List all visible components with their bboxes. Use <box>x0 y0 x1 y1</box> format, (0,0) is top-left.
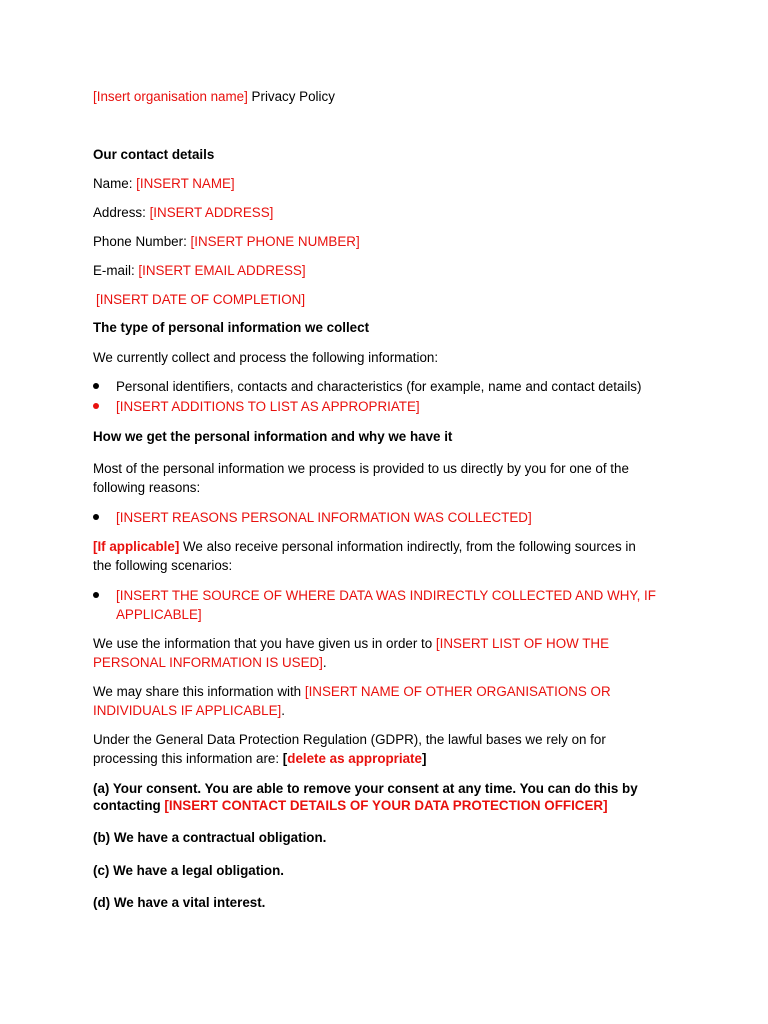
list-item-text: [INSERT ADDITIONS TO LIST AS APPROPRIATE] <box>116 399 420 414</box>
how-para-line1: Most of the personal information we process is provided to us directly by you for one of the <box>93 461 629 476</box>
date-of-completion: [INSERT DATE OF COMPLETION] <box>96 292 306 307</box>
indirect-text: We also receive personal information indirectly, from the following sources in <box>179 539 636 554</box>
collect-intro: We currently collect and process the following information: <box>93 350 439 365</box>
basis-c: (c) We have a legal obligation. <box>93 863 284 878</box>
gdpr-line1: Under the General Data Protection Regulation (GDPR), the lawful bases we rely on for <box>93 732 606 747</box>
delete-as-appropriate: delete as appropriate <box>287 751 422 766</box>
contacting-text: contacting <box>93 798 165 813</box>
share-end: . <box>281 703 286 718</box>
org-name-placeholder: [Insert organisation name] <box>93 89 248 104</box>
contact-heading: Our contact details <box>93 147 215 162</box>
phone-value: [INSERT PHONE NUMBER] <box>190 234 360 249</box>
share-text: We may share this information with <box>93 684 305 699</box>
bullet-icon <box>93 514 99 520</box>
share-line1 <box>93 682 611 701</box>
document-title <box>93 87 335 106</box>
use-value-line1: [INSERT LIST OF HOW THE <box>435 636 610 651</box>
name-label: Name: <box>93 176 137 191</box>
bullet-icon <box>93 403 99 409</box>
share-line2 <box>93 701 285 720</box>
use-line1 <box>93 634 609 653</box>
use-line2 <box>93 653 327 672</box>
title-text: Privacy Policy <box>247 89 335 104</box>
phone-label: Phone Number: <box>93 234 191 249</box>
bullet-icon <box>93 592 99 598</box>
address-value: [INSERT ADDRESS] <box>149 205 274 220</box>
contact-phone <box>93 232 360 251</box>
gdpr-bracket-open: [ <box>282 751 288 766</box>
name-value: [INSERT NAME] <box>136 176 235 191</box>
list-item-text: [INSERT REASONS PERSONAL INFORMATION WAS COLLECTED] <box>116 510 532 525</box>
if-applicable-tag: [If applicable] <box>93 539 180 554</box>
email-label: E-mail: <box>93 263 139 278</box>
indirect-line2: the following scenarios: <box>93 558 233 573</box>
contact-name <box>93 174 235 193</box>
use-end: . <box>322 655 327 670</box>
contact-address <box>93 203 273 222</box>
basis-a-line1: (a) Your consent. You are able to remove your consent at any time. You can do this by <box>93 781 638 796</box>
basis-a-line2 <box>93 796 608 815</box>
dpo-contact-placeholder: [INSERT CONTACT DETAILS OF YOUR DATA PROTECTION OFFICER] <box>164 798 608 813</box>
share-value-line2: INDIVIDUALS IF APPLICABLE] <box>93 703 282 718</box>
list-item-text-line2: APPLICABLE] <box>116 607 202 622</box>
use-value-line2: PERSONAL INFORMATION IS USED] <box>93 655 323 670</box>
indirect-line1 <box>93 537 636 556</box>
use-text: We use the information that you have given us in order to <box>93 636 436 651</box>
contact-email <box>93 261 306 280</box>
gdpr-line2 <box>93 749 426 768</box>
list-item-text-line1: [INSERT THE SOURCE OF WHERE DATA WAS INDIRECTLY COLLECTED AND WHY, IF <box>116 588 656 603</box>
email-value: [INSERT EMAIL ADDRESS] <box>138 263 306 278</box>
basis-b: (b) We have a contractual obligation. <box>93 830 327 845</box>
bullet-icon <box>93 383 99 389</box>
share-value-line1: [INSERT NAME OF OTHER ORGANISATIONS OR <box>304 684 611 699</box>
how-heading: How we get the personal information and why we have it <box>93 429 453 444</box>
list-item-text: Personal identifiers, contacts and characteristics (for example, name and contact details) <box>116 379 642 394</box>
gdpr-bracket-close: ] <box>421 751 427 766</box>
basis-d: (d) We have a vital interest. <box>93 895 266 910</box>
how-para-line2: following reasons: <box>93 480 201 495</box>
collect-heading: The type of personal information we collect <box>93 320 370 335</box>
address-label: Address: <box>93 205 150 220</box>
gdpr-text: processing this information are: <box>93 751 283 766</box>
